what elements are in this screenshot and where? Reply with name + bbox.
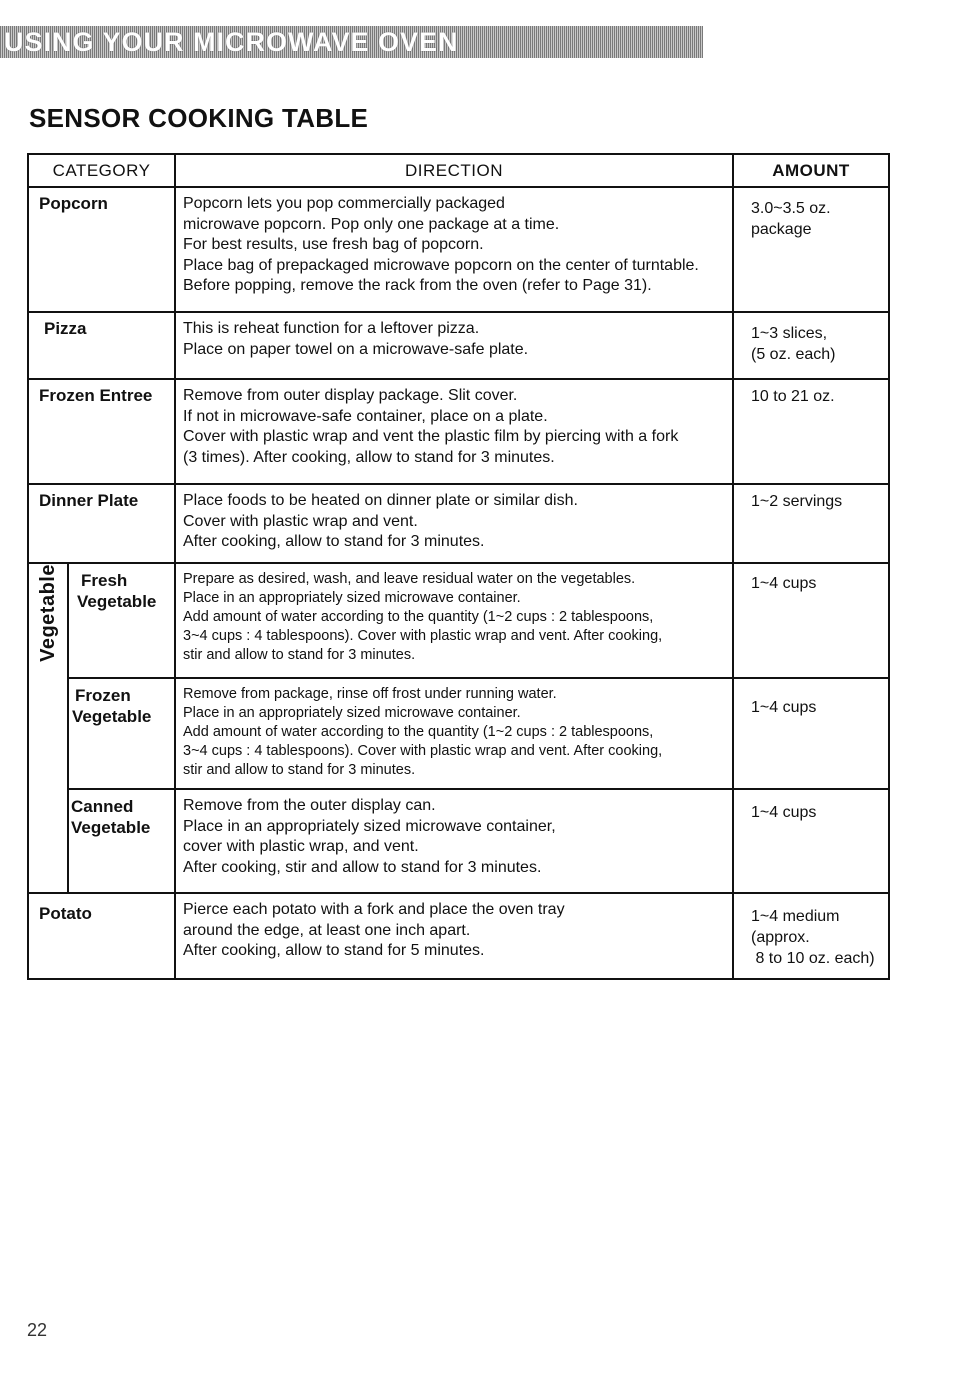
direction-line: This is reheat function for a leftover pizza. [183,320,480,337]
direction-line: Place on paper towel on a microwave-safe plate. [183,340,529,358]
category-potato: Potato [28,893,175,979]
amount-fresh-vegetable [733,563,889,678]
direction-line: around the edge, at least one inch apart. [183,921,471,939]
amount-line: 10 to 21 oz. [751,388,835,405]
amount-pizza [733,312,889,379]
direction-line: Place foods to be heated on dinner plate or similar dish. [183,492,578,509]
sensor-cooking-table [27,153,890,980]
amount-line: 3.0~3.5 oz. [751,200,831,217]
direction-line: After cooking, allow to stand for 5 minutes. [183,942,485,959]
amount-line: 8 to 10 oz. each) [751,950,875,967]
category-line: Vegetable [71,818,151,837]
amount-line: 1~4 cups [751,575,817,592]
amount-line: (5 oz. each) [751,346,836,363]
direction-line: Popcorn lets you pop commercially packaged [183,195,505,212]
amount-frozen-entree [733,379,889,484]
column-header-amount: AMOUNT [733,154,889,187]
direction-line: 3~4 cups : 4 tablespoons). Cover with plastic wrap and vent. After cooking, [183,628,663,644]
table-row-fresh-vegetable [28,563,889,678]
direction-line: stir and allow to stand for 3 minutes. [183,762,416,778]
amount-line: 1~4 medium [751,908,840,925]
direction-line: Place bag of prepackaged microwave popcorn on the center of turntable. [183,256,699,274]
direction-line: microwave popcorn. Pop only one package at a time. [183,215,560,233]
direction-frozen-entree [175,379,733,484]
direction-line: Add amount of water according to the quantity (1~2 cups : 2 tablespoons, [183,609,654,625]
direction-line: Remove from outer display package. Slit cover. [183,387,518,404]
amount-canned-vegetable [733,789,889,893]
column-header-direction: DIRECTION [175,154,733,187]
category-line: Fresh [81,571,128,590]
category-line: Vegetable [77,592,157,611]
page-title: SENSOR COOKING TABLE [29,103,369,133]
section-banner [0,26,703,58]
amount-potato [733,893,889,979]
table-row-frozen-vegetable [28,678,889,789]
amount-line: 1~4 cups [751,804,817,821]
table-row-pizza [28,312,889,379]
category-line: Vegetable [72,707,152,726]
table-row-canned-vegetable [28,789,889,893]
direction-line: Prepare as desired, wash, and leave residual water on the vegetables. [183,571,636,587]
category-frozen-vegetable [68,678,175,789]
direction-fresh-vegetable [175,563,733,678]
category-line: Frozen [75,686,131,705]
amount-line: 1~3 slices, [751,325,828,342]
table-row-dinner-plate [28,484,889,563]
direction-potato [175,893,733,979]
direction-canned-vegetable [175,789,733,893]
direction-dinner-plate [175,484,733,563]
direction-line: After cooking, stir and allow to stand for 3 minutes. [183,858,542,876]
table-header-row [28,154,889,187]
direction-line: Remove from package, rinse off frost under running water. [183,686,557,702]
category-pizza: Pizza [28,312,175,379]
direction-line: Cover with plastic wrap and vent the plastic film by piercing with a fork [183,428,679,445]
amount-popcorn [733,187,889,312]
table-row-popcorn [28,187,889,312]
direction-line: Pierce each potato with a fork and place the oven tray [183,901,565,918]
amount-line: 1~2 servings [751,493,843,510]
amount-line: 1~4 cups [751,699,817,716]
category-dinner-plate: Dinner Plate [28,484,175,563]
section-banner-text: USING YOUR MICROWAVE OVEN [4,27,459,57]
table-row-potato [28,893,889,979]
category-canned-vegetable [68,789,175,893]
direction-frozen-vegetable [175,678,733,789]
category-fresh-vegetable [68,563,175,678]
direction-line: (3 times). After cooking, allow to stand for 3 minutes. [183,448,555,466]
amount-line: package [751,221,812,238]
amount-line: (approx. [751,929,810,946]
direction-line: Before popping, remove the rack from the oven (refer to Page 31). [183,277,652,294]
category-frozen-entree: Frozen Entree [28,379,175,484]
category-popcorn: Popcorn [28,187,175,312]
page-number: 22 [27,1320,48,1340]
direction-line: Add amount of water according to the quantity (1~2 cups : 2 tablespoons, [183,724,654,740]
direction-line: For best results, use fresh bag of popcorn. [183,236,484,253]
direction-line: Cover with plastic wrap and vent. [183,512,418,530]
vegetable-group-label: Vegetable [36,564,59,662]
direction-line: After cooking, allow to stand for 3 minutes. [183,533,485,550]
direction-line: If not in microwave-safe container, place on a plate. [183,407,548,425]
vegetable-group-cell [28,563,68,893]
column-header-category: CATEGORY [28,154,175,187]
direction-popcorn [175,187,733,312]
direction-line: stir and allow to stand for 3 minutes. [183,647,416,663]
direction-line: Place in an appropriately sized microwave container, [183,817,556,835]
direction-line: Remove from the outer display can. [183,797,436,814]
direction-line: cover with plastic wrap, and vent. [183,838,419,855]
direction-line: Place in an appropriately sized microwave container. [183,705,521,721]
category-line: Canned [71,797,134,816]
direction-line: 3~4 cups : 4 tablespoons). Cover with plastic wrap and vent. After cooking, [183,743,663,759]
direction-pizza [175,312,733,379]
table-row-frozen-entree [28,379,889,484]
direction-line: Place in an appropriately sized microwave container. [183,590,521,606]
amount-frozen-vegetable [733,678,889,789]
amount-dinner-plate [733,484,889,563]
